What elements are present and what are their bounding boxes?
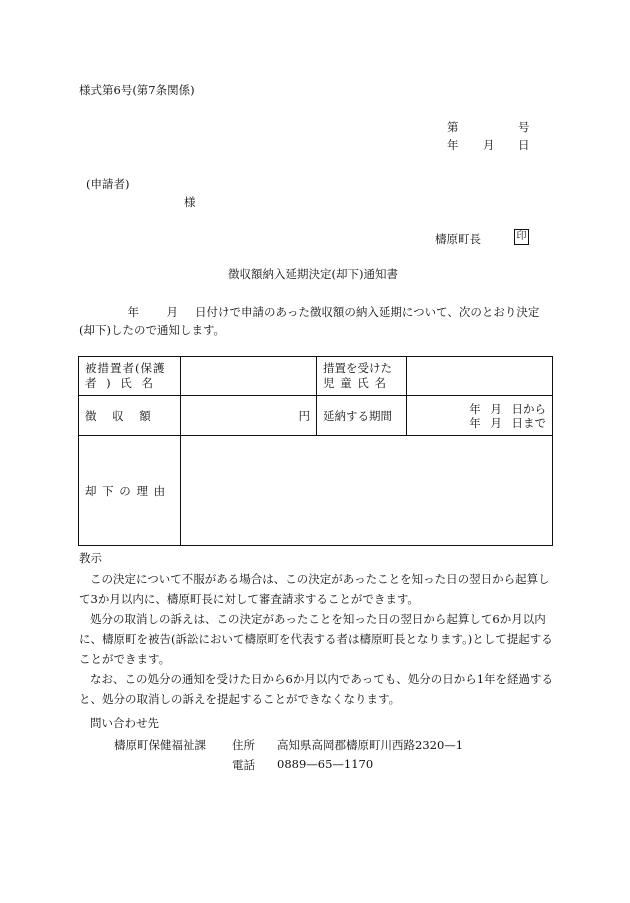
child-name-label-l2: 児 童 氏 名 xyxy=(323,376,387,390)
rejection-reason-cell xyxy=(181,436,553,546)
recipient-name-label-l2: 者 ) 氏 名 xyxy=(85,376,156,390)
contact-phone-value: 0889—65—1170 xyxy=(277,757,374,771)
yen-unit: 円 xyxy=(298,408,310,423)
body-line-1-text: 日付けで申請のあった徴収額の納入延期について、次のとおり決定 xyxy=(195,305,540,319)
rejection-reason-label xyxy=(79,436,181,546)
instruction-paragraph-3: なお、この処分の通知を受けた日から6か月以内であっても、処分の日から1年を経過すると、処分の取消しの訴えを提起することができなくなります。 xyxy=(79,672,554,706)
contact-phone-label: 電話 xyxy=(232,758,255,772)
contact-heading: 問い合わせ先 xyxy=(90,716,159,730)
contact-address-label: 住所 xyxy=(232,738,255,752)
issuer-name: 檮原町長 xyxy=(435,232,481,246)
number-label-dai: 第 xyxy=(447,120,459,134)
deferral-period-label xyxy=(317,396,407,436)
contact-department: 檮原町保健福祉課 xyxy=(114,738,206,752)
applicant-label: (申請者) xyxy=(86,177,130,191)
child-name-label-l1: 措置を受けた xyxy=(323,361,392,375)
decision-table xyxy=(78,356,553,546)
official-seal: 印 xyxy=(514,229,529,245)
instruction-heading: 教示 xyxy=(79,551,102,565)
body-line-2: (却下)したので通知します。 xyxy=(79,323,226,337)
document-title: 徴収額納入延期決定(却下)通知書 xyxy=(228,267,398,281)
recipient-name-label-l1: 被措置者(保護 xyxy=(85,361,166,375)
contact-address-value: 高知県高岡郡檮原町川西路2320—1 xyxy=(277,738,464,752)
instruction-paragraph-1: この決定について不服がある場合は、この決定があったことを知った日の翌日から起算して3か月以内に、檮原町長に対して審査請求することができます。 xyxy=(79,572,550,606)
child-name-label xyxy=(317,357,407,396)
collection-amount-label xyxy=(79,396,181,436)
date-month-label: 月 xyxy=(483,138,495,152)
deferral-period-label-text: 延納する期間 xyxy=(323,408,392,423)
form-number: 様式第6号(第7条関係) xyxy=(79,83,195,97)
number-label-go: 号 xyxy=(518,120,530,134)
deferral-period-cell xyxy=(407,396,553,436)
body-line-1 xyxy=(79,304,539,320)
period-to: 年 月 日まで xyxy=(469,415,546,430)
collection-amount-cell xyxy=(181,396,317,436)
applicant-sama: 様 xyxy=(184,195,196,209)
instruction-body xyxy=(79,569,557,709)
date-day-label: 日 xyxy=(518,138,530,152)
child-name-cell xyxy=(407,357,553,396)
period-from: 年 月 日から xyxy=(469,401,546,416)
rejection-reason-label-text: 却 下 の 理 由 xyxy=(85,483,167,498)
recipient-name-label xyxy=(79,357,181,396)
body-month: 月 xyxy=(166,305,178,319)
recipient-name-cell xyxy=(181,357,317,396)
collection-amount-label-text: 徴 収 額 xyxy=(85,408,157,423)
body-year: 年 xyxy=(127,305,139,319)
date-year-label: 年 xyxy=(447,138,459,152)
instruction-paragraph-2: 処分の取消しの訴えは、この決定があったことを知った日の翌日から起算して6か月以内に、檮原町を被告(訴訟において檮原町を代表する者は檮原町長となります。)として提起することができます。 xyxy=(79,612,553,666)
